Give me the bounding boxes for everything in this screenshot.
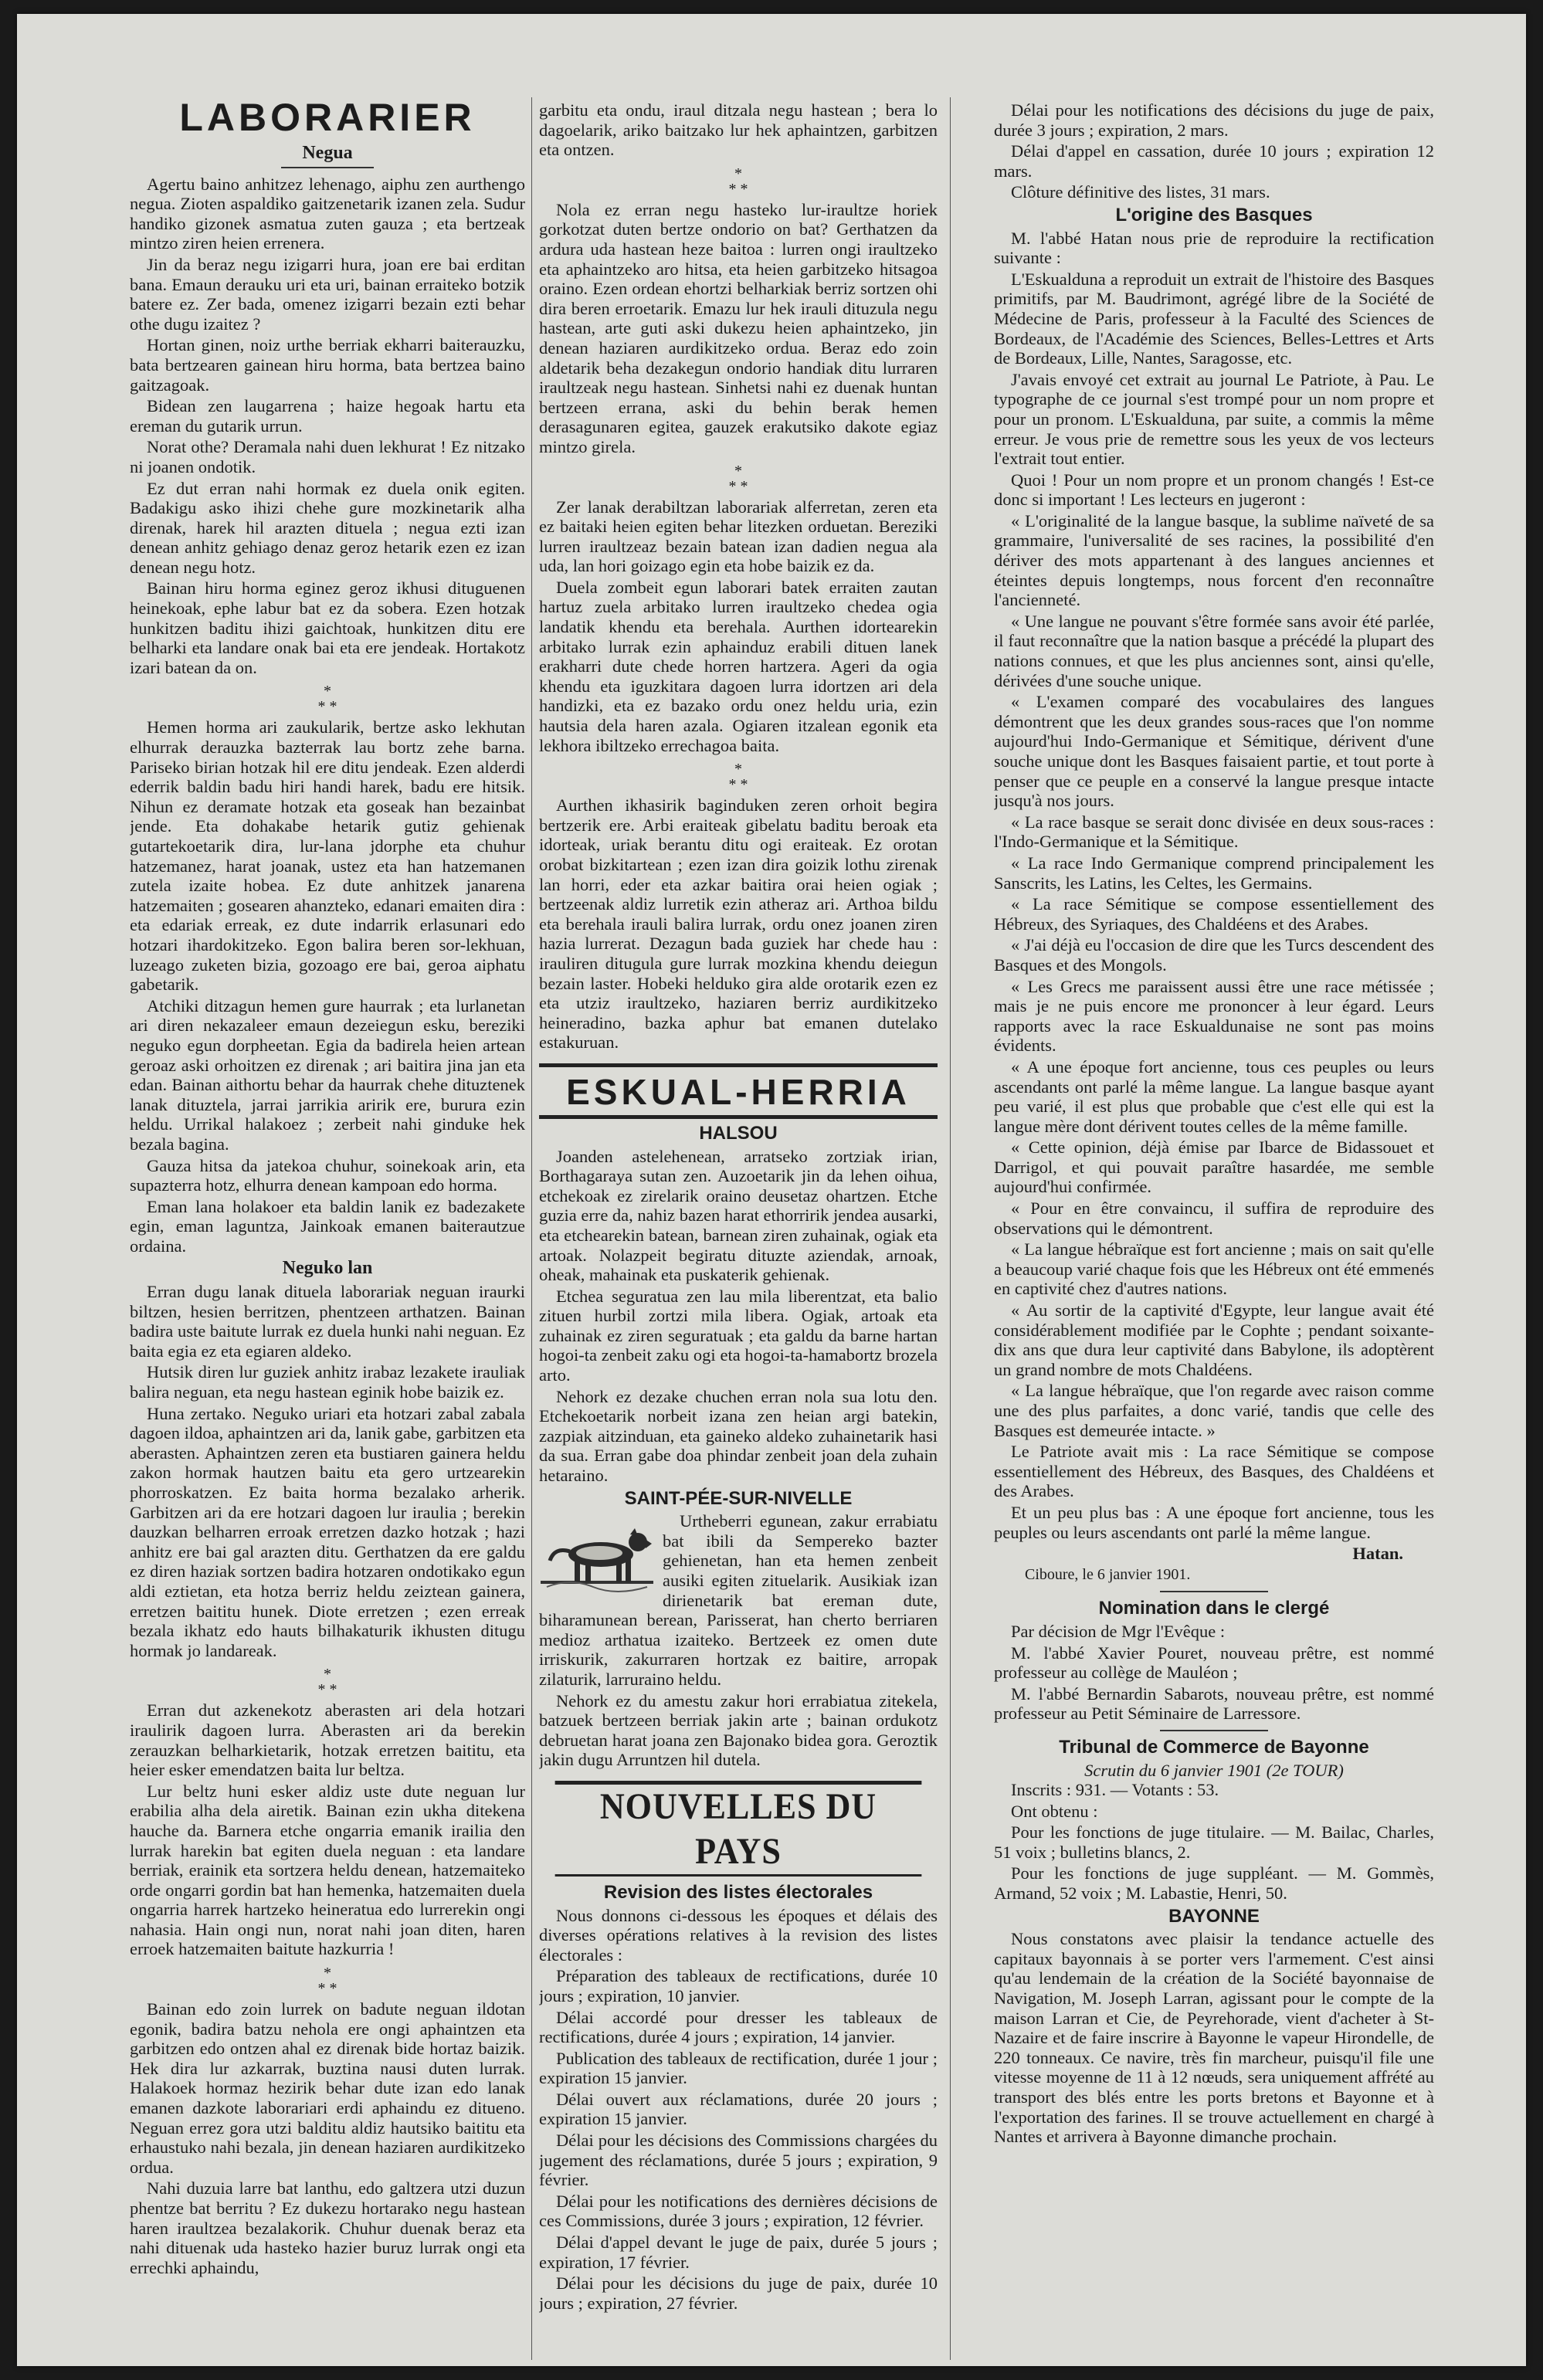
paragraph: garbitu eta ondu, iraul ditzala negu hastean ; bera lo dagoelarik, ariko baitzako lur hek aphaintzen, garbitzen eta ontzen.	[539, 100, 938, 160]
column-3	[994, 100, 1434, 2363]
paragraph: Quoi ! Pour un nom propre et un pronom changés ! Est-ce donc si important ! Les lecteurs en jugeront :	[994, 470, 1434, 510]
paragraph: L'Eskualduna a reproduit un extrait de l'histoire des Basques primitifs, par M. Baudrimont, agrégé libre de la Société de Médecine de Paris, professeur à la Faculté des Sciences de Bordeaux, de l'Académie des Sciences, Belles-Lettres et Arts de Bordeaux, Lille, Nantes, Saragosse, etc.	[994, 269, 1434, 368]
paragraph: « La race Sémitique se compose essentiellement des Hébreux, des Syriaques, des Chaldéens et des Arabes.	[994, 894, 1434, 934]
paragraph: « Cette opinion, déjà émise par Ibarce de Bidassouet et Darrigol, et qui pouvait paraître hasardée, me semble aujourd'hui confirmée.	[994, 1137, 1434, 1197]
paragraph: « Une langue ne pouvant s'être formée sans avoir été parlée, il faut reconnaître que la nation basque a précédé la plupart des nations connues, et que les plus anciennes sont, ainsi qu'elle, dérivées d'une souche unique.	[994, 611, 1434, 690]
revision-continued	[994, 100, 1434, 202]
paragraph: Délai pour les notifications des dernières décisions de ces Commissions, durée 3 jours ; expiration, 12 février.	[539, 2191, 938, 2231]
revision-items	[539, 1966, 938, 2313]
origine-heading: L'origine des Basques	[1115, 204, 1313, 225]
paragraph: Préparation des tableaux de rectifications, durée 10 jours ; expiration, 10 janvier.	[539, 1966, 938, 2005]
paragraph: Hemen horma ari zaukularik, bertze asko lekhutan elhurrak derauzka bazterrak lau bortz zehe barna. Pariseko birian hotzak hil ere ditu jendeak. Ezen alderdi ederrik baldin badu hiri handi harek, badu ere hitsik. Nihun ez deramate hotzak eta goseak han bezainbat jende. Eta dohakabe hetarik gutiz gehienak gutartekoetarik dira, lur-lana jdorphe eta chuhur hatzemanez, harat joanak, ustez eta han hatzemanen zutela izaite hobea. Ez dute anhitzek janarena hatzemaiten ; gosearen ahanzteko, edanari emaiten dira : eta edariak erreak, ez dute indarrik erlasunari edo hotzari ihardokitzeko. Egon balira beren sor-lekhuan, luzeago zuketen bizia, gozoago ere bai, geroa aiphatu gabetarik.	[130, 717, 525, 995]
tribunal-article	[994, 1780, 1434, 1904]
separator-asterism: * * *	[317, 683, 337, 716]
paragraph: « La race Indo Germanique comprend principalement les Sanscrits, les Latins, les Celtes, les Germains.	[994, 853, 1434, 893]
paragraph: Inscrits : 931. — Votants : 53.	[1011, 1780, 1219, 1800]
paragraph: « La langue hébraïque est fort ancienne ; mais on sait qu'elle a beaucoup varié chaque fois que les Hébreux ont été emmenés en captivité chez d'autres nations.	[994, 1239, 1434, 1299]
neguko-article-2	[130, 1700, 525, 1959]
paragraph: Etchea seguratua zen lau mila liberentzat, eta balio zituen hurbil zortzi mila libera. Ogiak, artoak eta zuhainak ez ziren seguratuak ; eta galdu da barne hartan hogoi-ta zenbeit zaku ogi eta hogoi-ta-hamabortz brozela arto.	[539, 1286, 938, 1385]
saint-pee-heading: SAINT-PÉE-SUR-NIVELLE	[624, 1487, 853, 1509]
negua-heading: Negua	[302, 143, 353, 163]
paragraph: « L'originalité de la langue basque, la sublime naïveté de sa grammaire, l'universalité de ses racines, la possibilité d'en dériver des mots appartenant à des langues anciennes et éteintes depuis longtemps, nous forcent d'en reconnaître l'ancienneté.	[994, 510, 1434, 610]
separator-rule	[1160, 1591, 1268, 1592]
paragraph: Duela zombeit egun laborari batek erraiten zautan hartuz zuela arbitako lurren iraultzeko chedea ogia landatik khendu eta berehala. Aurthen idortearekin arbitako lurrak ezin aphainduz erabili dituen lanek erakharri dute chede horren hartzera. Ageri da ogia khendu eta iguzkitara dagoen lurra idortzen ari dela handizki, eta ez bazako ordu onez heldu uria, ezin hautsia dela haren azala. Ogiaren itzalean egonik eta lekhora ibiltzeko errechagoa baita.	[539, 577, 938, 755]
paragraph: Nehork ez du amestu zakur hori errabiatua zitekela, batzuek bertzeen berriak jakin arte ; bainan ordukotz debruetan harat joana zen Bajonako bidea gora. Geroztik jakin dugu Arruntzen hil dutela.	[539, 1690, 938, 1770]
laborarier-continued	[539, 100, 938, 160]
paragraph: Le Patriote avait mis : La race Sémitique se compose essentiellement des Hébreux, des Basques, des Chaldéens et des Arabes.	[994, 1442, 1434, 1501]
nomination-heading: Nomination dans le clergé	[1098, 1598, 1330, 1619]
paragraph: Clôture définitive des listes, 31 mars.	[1011, 182, 1270, 202]
paragraph: Pour les fonctions de juge suppléant. — M. Gommès, Armand, 52 voix ; M. Labastie, Henri, 50.	[994, 1863, 1434, 1904]
paragraph: M. l'abbé Xavier Pouret, nouveau prêtre, est nommé professeur au collège de Mauléon ;	[994, 1643, 1434, 1683]
paragraph: Lur beltz huni esker aldiz uste dute neguan lur erabilia alha dela airetik. Bainan ezin ukha ditekena hauche da. Barnera etche ongarria emanik irailia den lurrak harekin bat egiten duela neguan : eta landare berriak, erainik eta sortzera heldu denean, hatzemaiteko orde ongarri gordin bat han hemenka, hatzemaiten duela ongarria harrek hartzeko heineratua edo lurrerekin ongi nahasia. Hain ongi nun, norat nahi joan diten, haren erroek hatzemaiten baitute hazkurria !	[130, 1781, 525, 1959]
paragraph: Atchiki ditzagun hemen gure haurrak ; eta lurlanetan ari diren nekazaleer emaun dezeiegun esku, bereziki neguko egun dorpheetan. Egia da badirela heien artean geroaz aski orhoitzen ez direnak ; ari baitira jina jan eta edan. Bainan aithortu behar da haurrak chehe dituztenek lanak dituztela, jarrai jarrikia aririk ere, burura ezin heldu. Urrikal halakoez ; zerbeit nahi ginduke hek bezala bagina.	[130, 995, 525, 1154]
separator-asterism: * * *	[317, 1666, 337, 1699]
laborarier-continued-2	[539, 200, 938, 457]
paragraph: Nola ez erran negu hasteko lur-iraultze horiek gorkotzat duten bertze ondorio on bat? Gerthatzen da ardura uda hastean heze baitoa : lurren ongi iraultzeko eta aphaintzeko aro hitsa, eta heien garbitzeko hitsagoa oraino. Ezen ordean ehortzi belharkiak berriz sortzen ohi dira beren erroetarik. Emazu lur hek irauli dituzula negu hastean, arte guti aski dukezu heien aphaintzeko, jin denean haziaren aurdikitzeko ordua. Beraz edo zoin aldetarik beha dezakegun ondorio handiak ditu lurraren iraultzeak negu hastean. Sinhetsi nahi ez duenak huntan bertzeen errana, aski du behin berak hemen derasagunaren egitea, gauzek erakutsiko dakote egiaz mintzo girela.	[539, 199, 938, 456]
separator-asterism: * * *	[728, 761, 748, 794]
paragraph: Nous constatons avec plaisir la tendance actuelle des capitaux bayonnais à se porter vers l'armement. C'est ainsi qu'au lendemain de la création de la Société bayonnaise de Navigation, M. Joseph Larran, agissant pour le compte de la maison Larran et Cie, de Peyrehorade, vient d'acheter à St-Nazaire et de faire inscrire à Bayonne le vapeur Hirondelle, de 220 tonneaux. Ce navire, très fin marcheur, puisqu'il file une vitesse moyenne de 11 à 12 nœuds, sera uniquement affrété au transport des blés entre les ports bretons et Bayonne et à l'exportation des farines. Il se trouve actuellement en chargé à Nantes et arrivera à Bayonne dimanche prochain.	[994, 1929, 1434, 2147]
paragraph: Délai d'appel en cassation, durée 10 jours ; expiration 12 mars.	[994, 141, 1434, 181]
neguko-article-3	[130, 1999, 525, 2277]
paragraph: « Les Grecs me paraissent aussi être une race métissée ; mais je ne puis encore me prononcer à leur égard. Leurs rapports avec la race Eskualdunaise ne sont pas moins évidents.	[994, 976, 1434, 1056]
paragraph: Urtheberri egunean, zakur errabiatu bat ibili da Sempereko bazter gehienetan, han eta hemen zenbeit ausiki egiten zituelarik. Ausikiak izan dirienetarik bat ereman dute, biharamunean berean, Parisserat, han cherto berriaren medioz arthatua izaiteko. Bertzeek ez omen dute irriskurik, zakurraren hortzak ez baitire, arropak zilaturik, larruraino heldu.	[539, 1511, 938, 1689]
paragraph: « L'examen comparé des vocabulaires des langues démontrent que les deux grandes sous-races que l'on nomme aujourd'hui Indo-Germanique et Sémitique, dérivent d'une souche unique dont les Basques faisaient partie, et tout porte à penser que ce peuple en a conservé la langue presque intacte jusqu'à nos jours.	[994, 692, 1434, 811]
paragraph: Huna zertako. Neguko uriari eta hotzari zabal zabala dagoen ildoa, aphaintzen ari da, lanik gabe, garbitzen eta aberasten. Aphaintzen zeren eta bustiaren gainera heldu zakon hormak hautzen baitu eta gero urtzearekin phorroskatzen. Ez baita horma bezalako arherik. Garbitzen ari da ere hotzari dagoen lur iraulia ; berekin dauzkan belharren erroak erretzen dazko hotzak ; hazi anhitz ere bai gal arazten ditu. Gerthatzen da ere galdu ez diren haziak sortzen badira hotzaren ondotikako egun aldi eztietan, eta hotza berriz heldu zeiztean gainera, erretzen baititu hunek. Diote erretzen ; ezen erreak bezala ikhatz edo hauts bilhakaturik ikhusten ditugu hormak jo landareak.	[130, 1403, 525, 1660]
paragraph: Délai accordé pour dresser les tableaux de rectifications, durée 4 jours ; expiration, 14 janvier.	[539, 2007, 938, 2047]
laborarier-continued-3	[539, 497, 938, 756]
paragraph: Jin da beraz negu izigarri hura, joan ere bai erditan bana. Emaun derauku uri eta uri, bainan erraiteko botzik batere ez. Zer bada, omenez izigarri bezain ezti behar othe dugu izaitez ?	[130, 254, 525, 334]
bayonne-article	[994, 1929, 1434, 2147]
paragraph: « La langue hébraïque, que l'on regarde avec raison comme une des plus parfaites, a donc varié, tandis que celle des Basques est demeurée intacte. »	[994, 1381, 1434, 1440]
separator-rule	[1160, 1730, 1268, 1731]
paragraph: Délai d'appel devant le juge de paix, durée 5 jours ; expiration, 17 février.	[539, 2233, 938, 2272]
paragraph: Et un peu plus bas : A une époque fort ancienne, tous les peuples ou leurs ascendants ont parlé la même langue.	[994, 1502, 1434, 1542]
column-2	[539, 100, 938, 2363]
halsou-heading: HALSOU	[699, 1122, 778, 1144]
paragraph: Erran dugu lanak dituela laborariak neguan iraurki biltzen, hesien berritzen, phentzeen arthatzen. Bainan badira uste baitute lurrak ez duela hunki nahi neguan. Ez baita egia ez eta egiaren aldeko.	[130, 1282, 525, 1361]
separator-asterism: * * *	[728, 164, 748, 198]
tribunal-heading: Tribunal de Commerce de Bayonne	[1059, 1736, 1369, 1758]
paragraph: Bainan hiru horma eginez geroz ikhusi dituguenen heinekoak, ephe labur bat ez da sobera. Ezen hotzak hunkitzen baditu ihizi gaichtoak, hunkitzen ditu ere belharki eta landare onak bai eta ere jendeak. Hortakotz izari batean da on.	[130, 578, 525, 677]
paragraph: Aurthen ikhasirik baginduken zeren orhoit begira bertzerik ere. Arbi eraiteak gibelatu baditu beroak eta idorteak, uriak berantu ditu ogi eraiteak. Ez orotan orobat bizkitartean ; ezen izan dira goizik lothu zirenak lan horri, eder eta azkar baitira orai heien ogiak ; bertzeenak aldiz lurretik ezin atheraz ari. Arthoa bildu eta berehala irauli balira lurrak, ordu onez joanen ziren hazia lurrerat. Dezagun bada guziek har chede hau : irauliren ditugula gure lurrak mozkina khendu deiegun bezain laster. Hobeki helduko gira alde orotarik ezen ez eta utziz iraultzeko, haziaren berriz aurdikitzeko heineradino, bazka aphur bat emanen dutelako estakuruan.	[539, 795, 938, 1053]
paragraph: Norat othe? Deramala nahi duen lekhurat ! Ez nitzako ni joanen ondotik.	[130, 437, 525, 476]
paragraph: Nahi duzuia larre bat lanthu, edo galtzera utzi duzun phentze bat berritu ? Ez dukezu hortarako negu hastean haren iraultzea bezalakorik. Chuhur duenak beraz eta nahi dituenak uda hasteko hazier buruz lurrak ongi eta errechki aphaindu,	[130, 2178, 525, 2277]
paragraph: Délai pour les décisions des Commissions chargées du jugement des réclamations, durée 5 jours ; expiration, 9 février.	[539, 2131, 938, 2190]
paragraph: Bidean zen laugarrena ; haize hegoak hartu eta ereman du gutarik urrun.	[130, 396, 525, 436]
paragraph: « Au sortir de la captivité d'Egypte, leur langue avait été considérablement modifiée par le Cophte ; pendant soixante-dix ans que dura leur captivité dans Babylone, ils adoptèrent un grand nombre de mots Chaldéens.	[994, 1300, 1434, 1379]
negua-article	[130, 175, 525, 678]
paragraph: M. l'abbé Bernardin Sabarots, nouveau prêtre, est nommé professeur au Petit Séminaire de Larressore.	[994, 1683, 1434, 1724]
separator-asterism: * * *	[317, 1965, 337, 1998]
paragraph: Ont obtenu :	[1011, 1801, 1098, 1821]
neguko-article	[130, 1282, 525, 1660]
paragraph: Délai ouvert aux réclamations, durée 20 jours ; expiration 15 janvier.	[539, 2089, 938, 2129]
newspaper-page	[17, 14, 1526, 2366]
paragraph: Hutsik diren lur guziek anhitz irabaz lezakete irauliak balira neguan, eta negu hastean eginik hobe baizik ez.	[130, 1362, 525, 1402]
paragraph: Par décision de Mgr l'Evêque :	[1011, 1621, 1226, 1641]
revision-intro: Nous donnons ci-dessous les époques et délais des diverses opérations relatives à la revision des listes électorales :	[539, 1905, 938, 1965]
paragraph: Publication des tableaux de rectification, durée 1 jour ; expiration 15 janvier.	[539, 2048, 938, 2088]
paragraph: Délai pour les notifications des décisions du juge de paix, durée 3 jours ; expiration, 2 mars.	[994, 100, 1434, 140]
laborarier-title: LABORARIER	[179, 96, 476, 139]
revision-heading: Revision des listes électorales	[603, 1881, 873, 1903]
negua-article-2	[130, 717, 525, 1256]
halsou-article	[539, 1147, 938, 1486]
paragraph: Pour les fonctions de juge titulaire. — M. Bailac, Charles, 51 voix ; bulletins blancs, 2.	[994, 1822, 1434, 1862]
column-rule	[950, 97, 951, 2360]
nomination-article	[994, 1622, 1434, 1724]
paragraph: Joanden astelehenean, arratseko zortziak irian, Borthagaraya sutan zen. Auzoetarik jin da lehen oihua, etchekoak ez zirelarik oraino deusetaz ohartzen. Etche guzia erre da, nahiz bazen harat ethorririk jendea ausarki, eta etchearekin batean, barnean ziren zuhainak, ogiak eta artoak. Nolazpeit begiratu dituzte aziendak, arnoak, oheak, mahainak eta puskaterik gehienak.	[539, 1146, 938, 1285]
neguko-lan-heading: Neguko lan	[282, 1258, 373, 1279]
separator-asterism: * * *	[728, 462, 748, 495]
dog-icon	[539, 1516, 655, 1596]
dog-illustration	[539, 1516, 655, 1596]
paragraph: Délai pour les décisions du juge de paix, durée 10 jours ; expiration, 27 février.	[539, 2273, 938, 2313]
column-rule	[531, 97, 532, 2360]
heading-underline	[281, 167, 374, 168]
paragraph: « A une époque fort ancienne, tous ces peuples ou leurs ascendants ont parlé la même langue. La langue basque ayant peu varié, il est plus que probable que c'est elle qui est la langue mère dont dérivent toutes celles de la même famille.	[994, 1056, 1434, 1136]
paragraph: « J'ai déjà eu l'occasion de dire que les Turcs descendent des Basques et des Mongols.	[994, 935, 1434, 975]
column-1	[130, 96, 525, 2358]
paragraph: Erran dut azkenekotz aberasten ari dela hotzari iraulirik dagoen lurra. Aberasten ari da berekin zerauzkan belharkietarik, hotzak erretzen baititu, eta heier esker emendatzen baita lur beltza.	[130, 1700, 525, 1780]
bayonne-heading: BAYONNE	[1168, 1905, 1260, 1927]
paragraph: J'avais envoyé cet extrait au journal Le Patriote, à Pau. Le typographe de ce journal s'est trompé pour un nom propre et pour un pronom. L'Eskualduna, par suite, a commis la même erreur. Je vous prie de remettre sous les yeux de vos lecteurs l'extrait tout entier.	[994, 369, 1434, 469]
paragraph: Hortan ginen, noiz urthe berriak ekharri baiterauzku, bata bertzearen gainean hiru horma, bata bertzea baino gaitzagoak.	[130, 335, 525, 395]
paragraph: Gauza hitsa da jatekoa chuhur, soinekoak arin, eta supazterra hotz, elhurra denean kampoan edo horma.	[130, 1155, 525, 1195]
paragraph: « Pour en être convaincu, il suffira de reproduire des observations qui le démontrent.	[994, 1198, 1434, 1238]
dateline: Ciboure, le 6 janvier 1901.	[1025, 1565, 1191, 1583]
signature: Hatan.	[1352, 1544, 1403, 1564]
paragraph: Nehork ez dezake chuchen erran nola sua lotu den. Etchekoetarik norbeit izana zen heian argi batekin, zazpiak aitzinduan, eta gaineko aldeko zuhainetarik hasi da sua. Erran gabe doa phindar zenbeit joan dela zuhain hetaraino.	[539, 1386, 938, 1486]
paragraph: Ez dut erran nahi hormak ez duela onik egiten. Badakigu asko ihizi chehe gure mozkinetarik alha direnak, harek hil arazten dituela ; negua ezti izan denean anhitz gehiago denaz geroz hetarik ezen ez izan denean negu hotz.	[130, 478, 525, 577]
paragraph: Eman lana holakoer eta baldin lanik ez badezakete egin, eman laguntza, Jainkoak emanen baiterautzue ordaina.	[130, 1196, 525, 1256]
tribunal-scrutin: Scrutin du 6 janvier 1901 (2e TOUR)	[1084, 1760, 1344, 1780]
eskual-herria-title: ESKUAL-HERRIA	[539, 1063, 938, 1119]
paragraph: Agertu baino anhitzez lehenago, aiphu zen aurthengo negua. Zioten aspaldiko gaitzenetarik izanen zela. Sudur handiko gizonek asmatua zuten gauza ; eta bertzeak mintzo ziren heien errenera.	[130, 174, 525, 253]
paragraph: Bainan edo zoin lurrek on badute neguan ildotan egonik, badira batzu nehola ere ongi aphaintzen eta garbitzen edo ontzen ahal ez direnak bide hortaz baizik. Hek dira lur azkarrak, buztina nausi duten lurrak. Halakoek hormaz hezirik behar dute izan edo lanak emanen dazkote laborariari erdi aphaindu ez ditueno. Neguan errez gora utzi balditu aldiz hautsiko baititu eta erhaustuko nahi bezala, jin denean haziaren aurdikitzeko ordua.	[130, 1999, 525, 2177]
origine-article	[994, 229, 1434, 1543]
laborarier-continued-4	[539, 795, 938, 1053]
nouvelles-du-pays-title: NOUVELLES DU PAYS	[555, 1781, 922, 1877]
paragraph: « La race basque se serait donc divisée en deux sous-races : l'Indo-Germanique et la Sémitique.	[994, 812, 1434, 852]
paragraph: Zer lanak derabiltzan laborariak alferretan, zeren eta ez baitaki heien egiten behar litezken orduetan. Bereziki lurren iraultzeaz bezain batean izan dadien negua ala uda, lan hori goizago egin eta hobe baizik ez da.	[539, 497, 938, 576]
paragraph: M. l'abbé Hatan nous prie de reproduire la rectification suivante :	[994, 228, 1434, 268]
